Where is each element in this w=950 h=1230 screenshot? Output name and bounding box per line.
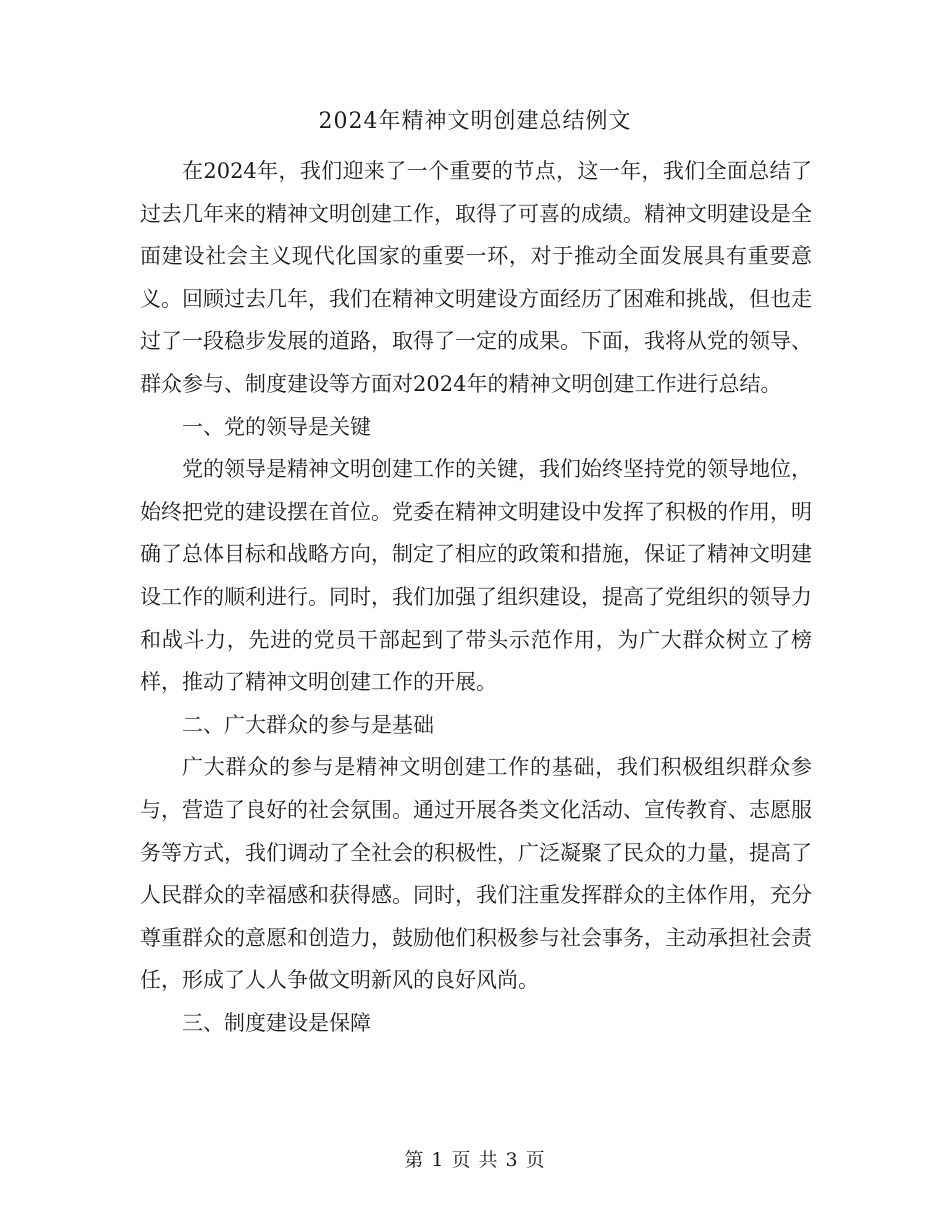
intro-paragraph: 在2024年，我们迎来了一个重要的节点，这一年，我们全面总结了过去几年来的精神文明创建工作，取得了可喜的成绩。精神文明建设是全面建设社会主义现代化国家的重要一环，对于推动全面发展具有重要意义。回顾过去几年，我们在精神文明建设方面经历了困难和挑战，但也走过了一段稳步发展的道路，取得了一定的成果。下面，我将从党的领导、群众参与、制度建设等方面对2024年的精神文明创建工作进行总结。: [140, 159, 812, 396]
section-1-paragraph: 党的领导是精神文明创建工作的关键，我们始终坚持党的领导地位，始终把党的建设摆在首位。党委在精神文明建设中发挥了积极的作用，明确了总体目标和战略方向，制定了相应的政策和措施，保证了精神文明建设工作的顺利进行。同时，我们加强了组织建设，提高了党组织的领导力和战斗力，先进的党员干部起到了带头示范作用，为广大群众树立了榜样，推动了精神文明创建工作的开展。: [140, 457, 812, 695]
document-title: 2024年精神文明创建总结例文: [318, 109, 632, 134]
document-body: [140, 150, 812, 1044]
section-heading-3: 三、制度建设是保障: [182, 1010, 371, 1035]
section-heading-2: 二、广大群众的参与是基础: [182, 712, 434, 737]
section-2-paragraph: 广大群众的参与是精神文明创建工作的基础，我们积极组织群众参与，营造了良好的社会氛围。通过开展各类文化活动、宣传教育、志愿服务等方式，我们调动了全社会的积极性，广泛凝聚了民众的力量，提高了人民群众的幸福感和获得感。同时，我们注重发挥群众的主体作用，充分尊重群众的意愿和创造力，鼓励他们积极参与社会事务，主动承担社会责任，形成了人人争做文明新风的良好风尚。: [140, 755, 812, 993]
section-heading-1: 一、党的领导是关键: [182, 414, 371, 439]
page-number-footer: 第 1 页 共 3 页: [404, 1149, 546, 1171]
